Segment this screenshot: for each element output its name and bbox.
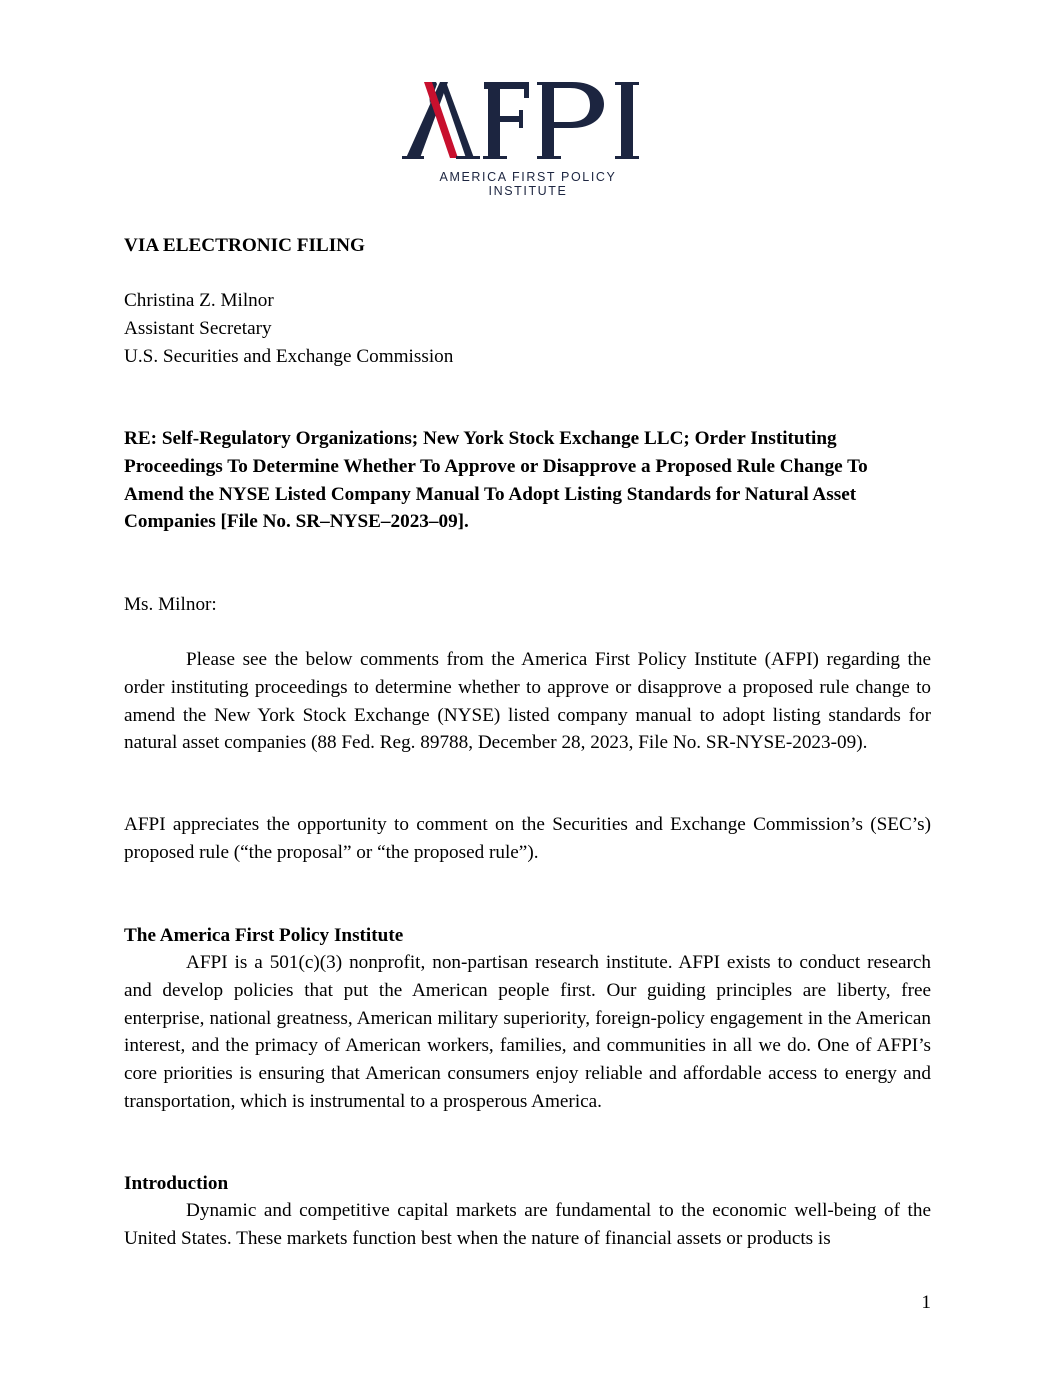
delivery-method: VIA ELECTRONIC FILING: [124, 235, 365, 256]
intro-paragraph: Please see the below comments from the America First Policy Institute (AFPI) regarding the order instituting proceedings to determine whether to approve or disapprove a proposed rule change to amend the New York Stock Exchange (NYSE) listed company manual to adopt listing standards for natural asset companies (88 Fed. Reg. 89788, December 28, 2023, File No. SR-NYSE-2023-09).: [124, 649, 931, 754]
section-heading-introduction: Introduction: [124, 1173, 229, 1194]
section-heading-afpi: The America First Policy Institute: [124, 925, 404, 946]
appreciation-paragraph: AFPI appreciates the opportunity to comment on the Securities and Exchange Commission’s (SEC’s) proposed rule (“the proposal” or “the proposed rule”).: [124, 814, 931, 863]
afpi-wordmark-graphic: [400, 78, 656, 164]
recipient-address-block: [124, 287, 931, 370]
page-number: 1: [921, 1292, 931, 1313]
logo-tagline: AMERICA FIRST POLICY INSTITUTE: [439, 170, 617, 198]
recipient-organization: U.S. Securities and Exchange Commission: [124, 345, 454, 367]
section-body-afpi: AFPI is a 501(c)(3) nonprofit, non-partisan research institute. AFPI exists to conduct research and develop policies that put the American people first. Our guiding principles are liberty, free enterprise, national greatness, American military superiority, foreign-policy engagement in the American interest, and the primacy of American workers, families, and communities in all we do. One of AFPI’s core priorities is ensuring that American consumers enjoy reliable and affordable access to energy and transportation, which is instrumental to a prosperous America.: [124, 952, 931, 1112]
subject-line: RE: Self-Regulatory Organizations; New York Stock Exchange LLC; Order Instituting Proceedings To Determine Whether To Approve or Disapprove a Proposed Rule Change To Amend the NYSE Listed Company Manual To Adopt Listing Standards for Natural Asset Companies [File No. SR–NYSE–2023–09].: [124, 428, 868, 533]
recipient-title: Assistant Secretary: [124, 317, 272, 339]
section-body-introduction: Dynamic and competitive capital markets are fundamental to the economic well-being of the United States. These markets function best when the nature of financial assets or products is: [124, 1200, 931, 1249]
recipient-name: Christina Z. Milnor: [124, 290, 274, 311]
afpi-logo: [400, 78, 656, 198]
salutation: Ms. Milnor:: [124, 594, 217, 615]
